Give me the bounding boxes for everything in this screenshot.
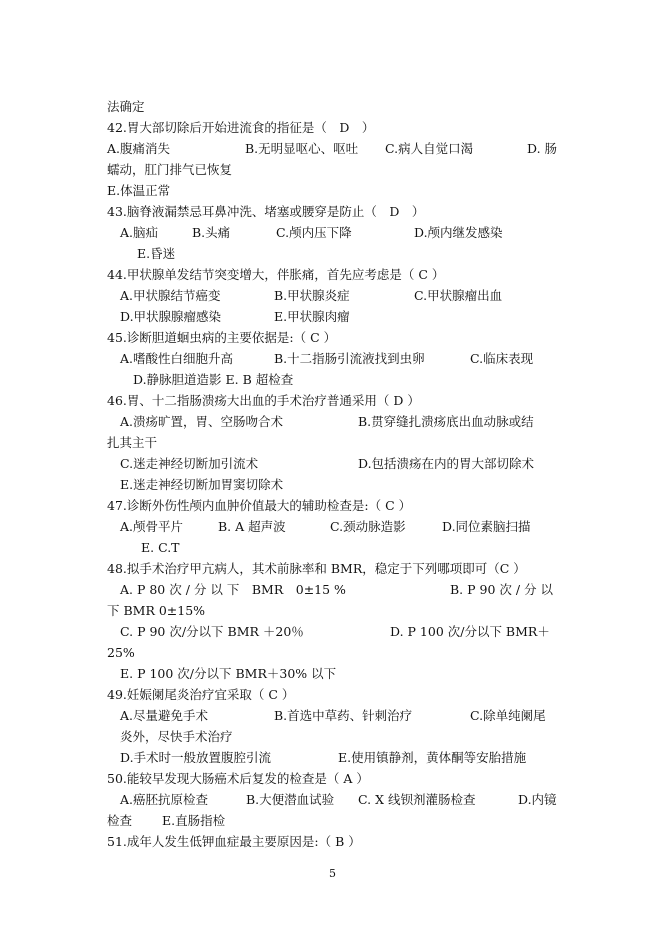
line-3: 蠕动，肛门排气已恢复	[107, 162, 233, 177]
option-d: D.手术时一般放置腹腔引流	[120, 750, 272, 765]
option-e: E.甲状腺肉瘤	[274, 309, 350, 324]
option-b: B.头痛	[192, 225, 231, 240]
options-44b	[120, 309, 540, 325]
line-26: 25%	[107, 645, 135, 660]
option-b: B.首选中草药、针刺治疗	[274, 708, 413, 723]
option-e: E. P 100 次/分以下 BMR＋30% 以下	[120, 666, 337, 681]
options-48b	[120, 624, 560, 640]
options-45	[120, 351, 550, 367]
options-48	[120, 582, 560, 598]
option-b: B.贯穿缝扎溃疡底出血动脉或结	[358, 414, 534, 429]
option-a: A.腹痛消失	[107, 141, 171, 156]
question-43: 43.脑脊液漏禁忌耳鼻冲洗、堵塞或腰穿是防止（ D ）	[107, 204, 425, 219]
line-16: 扎其主干	[107, 435, 158, 450]
options-47	[120, 519, 550, 535]
option-c: C.迷走神经切断加引流术	[120, 456, 259, 471]
option-d: D.包括溃疡在内的胃大部切除术	[358, 456, 535, 471]
option-c: C. P 90 次/分以下 BMR ＋20％	[120, 624, 304, 639]
option-e: E.使用镇静剂，黄体酮等安胎措施	[338, 750, 527, 765]
option-c: C.除单纯阑尾	[470, 708, 546, 723]
option-c: C.病人自觉口渴	[385, 141, 474, 156]
option-c: C. X 线钡剂灌肠检查	[358, 792, 476, 807]
options-49	[120, 708, 560, 724]
option-c: C.颅内压下降	[276, 225, 352, 240]
option-e: E.昏迷	[137, 246, 176, 261]
option-a: A.癌胚抗原检查	[120, 792, 209, 807]
line-24: 下 BMR 0±15%	[107, 603, 206, 618]
option-b: B.甲状腺炎症	[274, 288, 350, 303]
option-a: A.嗜酸性白细胞升高	[120, 351, 234, 366]
option-d: D. 肠	[527, 141, 558, 156]
question-50: 50.能较早发现大肠癌术后复发的检查是（ A ）	[107, 771, 369, 786]
question-42: 42.胃大部切除后开始进流食的指征是（ D ）	[107, 120, 375, 135]
line-30: 炎外，尽快手术治疗	[120, 729, 233, 744]
option-d: D.同位素脑扫描	[442, 519, 531, 534]
option-c: C.甲状腺瘤出血	[414, 288, 503, 303]
option-e: E.直肠指检	[162, 813, 226, 828]
question-51: 51.成年人发生低钾血症最主要原因是:（ B ）	[107, 834, 361, 849]
page-number: 5	[329, 867, 336, 880]
option-c: C.颈动脉造影	[330, 519, 406, 534]
option-b: B.大便潜血试验	[246, 792, 335, 807]
option-a: A.甲状腺结节癌变	[120, 288, 221, 303]
options-42	[107, 141, 559, 157]
option-c: C.临床表现	[470, 351, 534, 366]
option-d: D.甲状腺腺瘤感染	[120, 309, 222, 324]
options-49b	[120, 750, 560, 766]
option-a: A.溃疡旷置，胃、空肠吻合术	[120, 414, 284, 429]
options-50b	[107, 813, 407, 829]
option-e: E.体温正常	[107, 183, 171, 198]
question-44: 44.甲状腺单发结节突变增大，伴胀痛，首先应考虑是（ C ）	[107, 267, 445, 282]
line-34-a: 检查	[107, 813, 133, 828]
option-d: D.内镜	[518, 792, 557, 807]
option-a: A.颅骨平片	[120, 519, 184, 534]
option-b: B. P 90 次 / 分 以	[450, 582, 554, 597]
options-46	[120, 414, 560, 430]
option-d: D.颅内继发感染	[414, 225, 503, 240]
options-46b	[120, 456, 560, 472]
line-0: 法确定	[107, 99, 145, 114]
options-50	[120, 792, 560, 808]
question-46: 46.胃、十二指肠溃疡大出血的手术治疗普通采用（ D ）	[107, 393, 420, 408]
option-b: B. A 超声波	[218, 519, 286, 534]
question-49: 49.妊娠阑尾炎治疗宜采取（ C ）	[107, 687, 295, 702]
option-a: A.尽量避免手术	[120, 708, 209, 723]
option-d: D. P 100 次/分以下 BMR＋	[390, 624, 550, 639]
option-b: B.无明显呕心、呕吐	[245, 141, 359, 156]
question-48: 48.拟手术治疗甲亢病人，其术前脉率和 BMR，稳定于下列哪项即可（C ）	[107, 561, 526, 576]
option-e: E. C.T	[141, 540, 180, 555]
options-43	[120, 225, 540, 241]
option-a: A.脑疝	[120, 225, 159, 240]
option-e: E.迷走神经切断加胃窦切除术	[120, 477, 284, 492]
question-47: 47.诊断外伤性颅内血肿价值最大的辅助检查是:（ C ）	[107, 498, 412, 513]
option-a: A. P 80 次 / 分 以 下 BMR 0±15 %	[120, 582, 346, 597]
options-44	[120, 288, 540, 304]
options-45b: D.静脉胆道造影 E. B 超检查	[133, 372, 294, 387]
question-45: 45.诊断胆道蛔虫病的主要依据是:（ C ）	[107, 330, 337, 345]
option-b: B.十二指肠引流液找到虫卵	[274, 351, 425, 366]
